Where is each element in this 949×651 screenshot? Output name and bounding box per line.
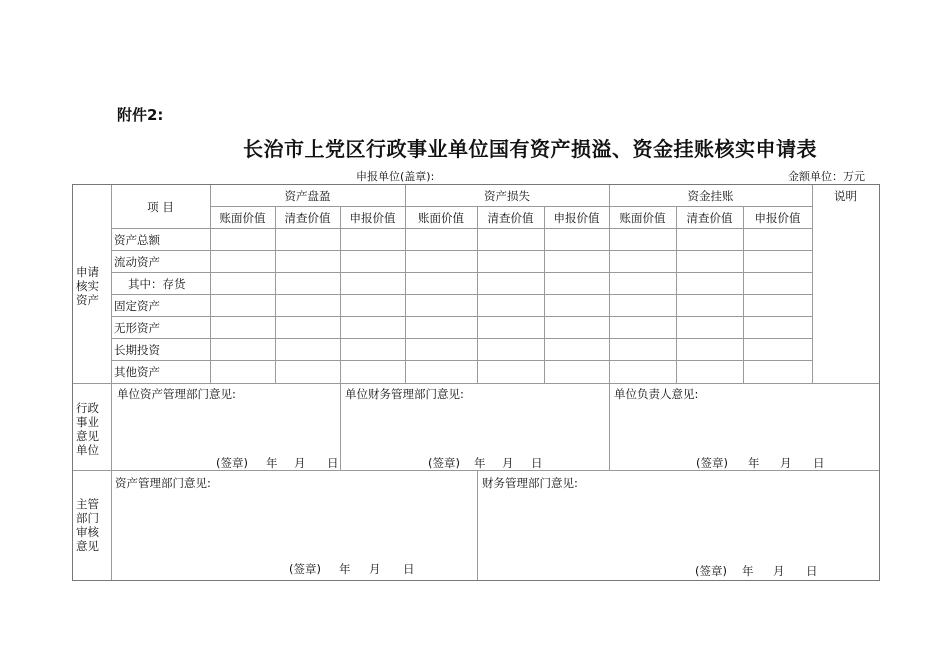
row-line xyxy=(111,360,812,361)
subhead: 申报价值 xyxy=(553,211,600,225)
section-label-unit: 行政事业意见单位 xyxy=(76,401,99,457)
col-line xyxy=(676,207,677,383)
opinion-finance-dept: 单位财务管理部门意见: xyxy=(345,387,464,401)
year-label: 年 xyxy=(266,456,278,470)
application-form-table xyxy=(72,184,880,581)
row-line xyxy=(111,294,812,295)
row-label: 流动资产 xyxy=(114,255,160,269)
opinion-divider xyxy=(477,470,478,580)
form-title: 长治市上党区行政事业单位国有资产损溢、资金挂账核实申请表 xyxy=(243,137,817,161)
subhead: 申报价值 xyxy=(349,211,396,225)
subhead: 账面价值 xyxy=(619,211,666,225)
row-line xyxy=(111,338,812,339)
note-col-line xyxy=(812,185,813,383)
subhead: 账面价值 xyxy=(418,211,464,225)
item-header: 项 目 xyxy=(147,200,174,214)
group-header-loss: 资产损失 xyxy=(484,189,530,203)
year-label: 年 xyxy=(742,564,754,578)
row-line xyxy=(111,272,812,273)
month-label: 月 xyxy=(780,456,792,470)
year-label: 年 xyxy=(748,456,760,470)
col-line xyxy=(477,207,478,383)
day-label: 日 xyxy=(806,564,818,578)
sign-label: (签章) xyxy=(289,562,321,576)
year-label: 年 xyxy=(339,562,351,576)
month-label: 月 xyxy=(294,456,306,470)
reporting-unit-label: 申报单位(盖章): xyxy=(356,170,435,183)
col-line xyxy=(275,207,276,383)
row-label: 资产总额 xyxy=(114,233,160,247)
group-header-surplus: 资产盘盈 xyxy=(284,189,331,203)
row-label: 其中：存货 xyxy=(128,277,186,291)
subhead: 清查价值 xyxy=(284,211,331,225)
month-label: 月 xyxy=(773,564,785,578)
year-label: 年 xyxy=(474,456,486,470)
section-line xyxy=(73,383,879,384)
row-label: 其他资产 xyxy=(114,365,160,379)
col-line xyxy=(340,207,341,383)
header-bottom-line xyxy=(111,228,812,229)
month-label: 月 xyxy=(502,456,514,470)
day-label: 日 xyxy=(531,456,543,470)
opinion-asset-dept: 单位资产管理部门意见: xyxy=(117,387,236,401)
note-header: 说明 xyxy=(834,189,857,203)
row-line xyxy=(111,316,812,317)
subhead: 清查价值 xyxy=(487,211,534,225)
day-label: 日 xyxy=(813,456,825,470)
row-label: 长期投资 xyxy=(114,343,160,357)
supervisor-finance-opinion: 财务管理部门意见: xyxy=(482,476,578,490)
section-label-assets: 申请核实资产 xyxy=(76,265,99,307)
subhead: 申报价值 xyxy=(754,211,801,225)
label-col-line xyxy=(111,185,112,580)
sign-label: (签章) xyxy=(696,456,728,470)
subhead: 清查价值 xyxy=(686,211,733,225)
col-line xyxy=(743,207,744,383)
row-label: 无形资产 xyxy=(114,321,160,335)
supervisor-asset-opinion: 资产管理部门意见: xyxy=(115,476,211,490)
section-line xyxy=(73,470,879,471)
day-label: 日 xyxy=(327,456,339,470)
sign-label: (签章) xyxy=(216,456,248,470)
row-line xyxy=(111,250,812,251)
month-label: 月 xyxy=(369,562,381,576)
sign-label: (签章) xyxy=(695,564,727,578)
day-label: 日 xyxy=(403,562,415,576)
sign-label: (签章) xyxy=(428,456,460,470)
group-divider xyxy=(210,206,812,207)
section-label-supervisor: 主管部门审核意见 xyxy=(76,497,99,553)
col-line xyxy=(544,207,545,383)
opinion-divider xyxy=(340,383,341,470)
opinion-unit-head: 单位负责人意见: xyxy=(614,387,699,401)
amount-unit-label: 金额单位：万元 xyxy=(788,170,865,183)
row-label: 固定资产 xyxy=(114,299,160,313)
subhead: 账面价值 xyxy=(219,211,266,225)
group-header-pending: 资金挂账 xyxy=(687,189,734,203)
opinion-divider xyxy=(609,383,610,470)
attachment-label: 附件2: xyxy=(117,106,164,124)
